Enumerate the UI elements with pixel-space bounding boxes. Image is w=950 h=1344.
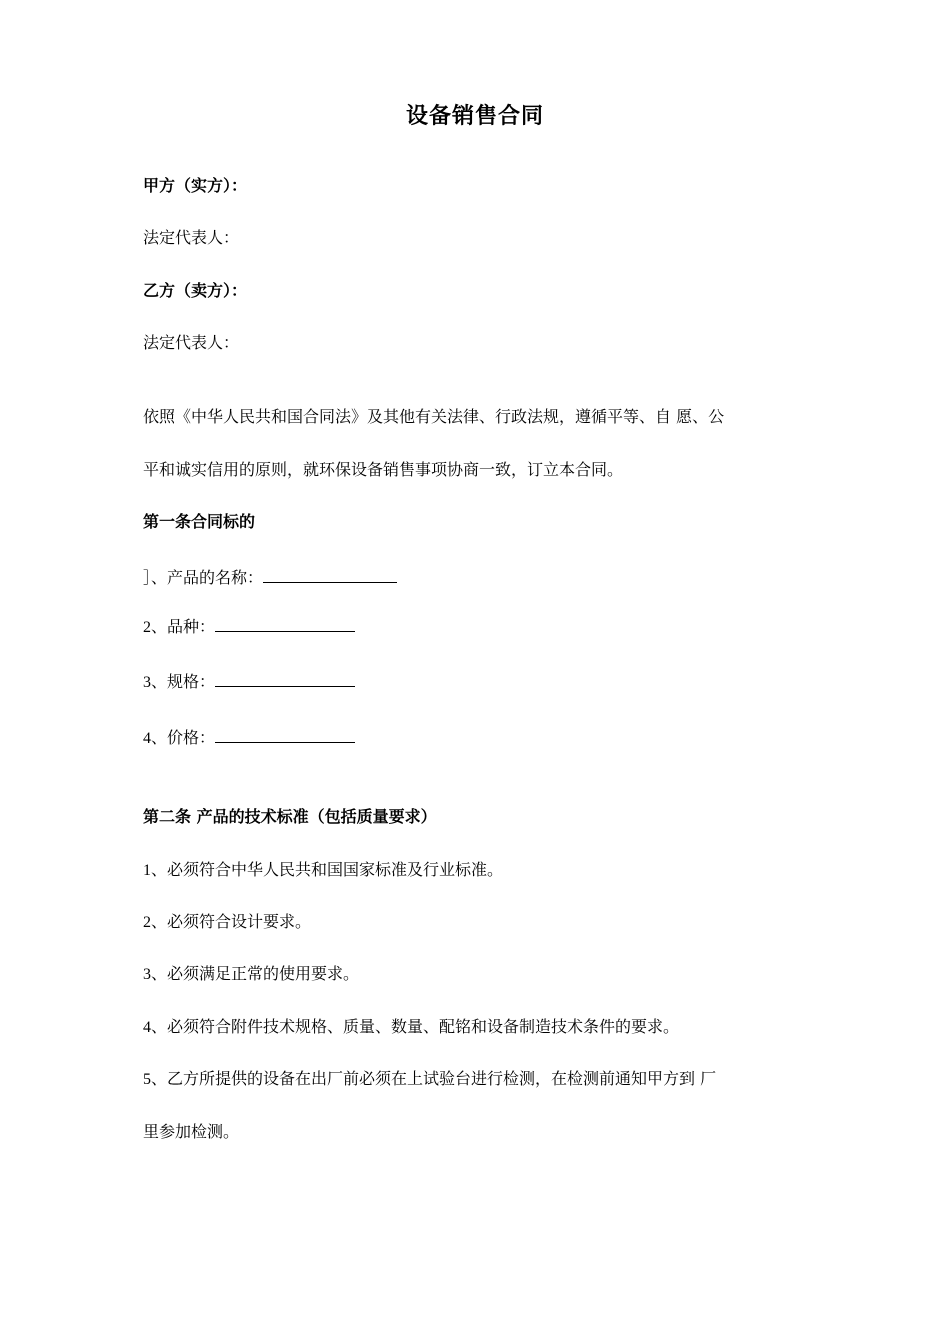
blank-fill-line[interactable] bbox=[215, 616, 355, 632]
item-number: 3、 bbox=[143, 966, 168, 983]
item-label: 产品的名称： bbox=[167, 568, 264, 587]
item-text: 必须符合附件技术规格、质量、数量、配铭和设备制造技术条件的要求。 bbox=[167, 1017, 680, 1036]
item-number: ］、 bbox=[143, 570, 168, 587]
item-number: 2、 bbox=[143, 914, 168, 931]
blank-fill-line[interactable] bbox=[215, 671, 355, 687]
item-number: 4、 bbox=[143, 1019, 168, 1036]
article2-heading: 第二条 产品的技术标准（包括质量要求） bbox=[143, 807, 437, 826]
document-title: 设备销售合同 bbox=[405, 104, 544, 129]
article1-heading: 第一条合同标的 bbox=[143, 512, 256, 531]
article1-item bbox=[143, 567, 397, 589]
item-label: 价格： bbox=[167, 728, 216, 747]
preamble-line-1: 依照《中华人民共和国合同法》及其他有关法律、行政法规，遵循平等、自 愿、公 bbox=[143, 407, 725, 426]
item-number: 3、 bbox=[143, 674, 168, 691]
party-a-rep-label: 法定代表人： bbox=[143, 228, 240, 247]
item-text: 乙方所提供的设备在出厂前必须在上试验台进行检测，在检测前通知甲方到 厂 bbox=[167, 1069, 717, 1088]
item-label: 规格： bbox=[167, 672, 216, 691]
item-number: 2、 bbox=[143, 619, 168, 636]
item-number: 1、 bbox=[143, 862, 168, 879]
article1-item bbox=[143, 616, 355, 638]
article1-item bbox=[143, 727, 355, 749]
item-text: 必须符合设计要求。 bbox=[167, 912, 312, 931]
article2-item bbox=[143, 1069, 716, 1090]
item-text: 必须符合中华人民共和国国家标准及行业标准。 bbox=[167, 860, 504, 879]
item-number: 4、 bbox=[143, 730, 168, 747]
party-a-label: 甲方（实方）： bbox=[143, 176, 248, 195]
party-b-label: 乙方（卖方）： bbox=[143, 281, 248, 300]
item-number: 5、 bbox=[143, 1071, 168, 1088]
article2-continuation: 里参加检测。 bbox=[143, 1122, 240, 1141]
item-label: 品种： bbox=[167, 617, 216, 636]
article2-item bbox=[143, 912, 311, 933]
item-text: 必须满足正常的使用要求。 bbox=[167, 964, 360, 983]
blank-fill-line[interactable] bbox=[263, 567, 397, 583]
preamble-line-2: 平和诚实信用的原则，就环保设备销售事项协商一致，订立本合同。 bbox=[143, 460, 624, 479]
article2-item bbox=[143, 1017, 679, 1038]
blank-fill-line[interactable] bbox=[215, 727, 355, 743]
article2-item bbox=[143, 860, 503, 881]
party-b-rep-label: 法定代表人： bbox=[143, 333, 240, 352]
article1-item bbox=[143, 671, 355, 693]
article2-item bbox=[143, 964, 359, 985]
